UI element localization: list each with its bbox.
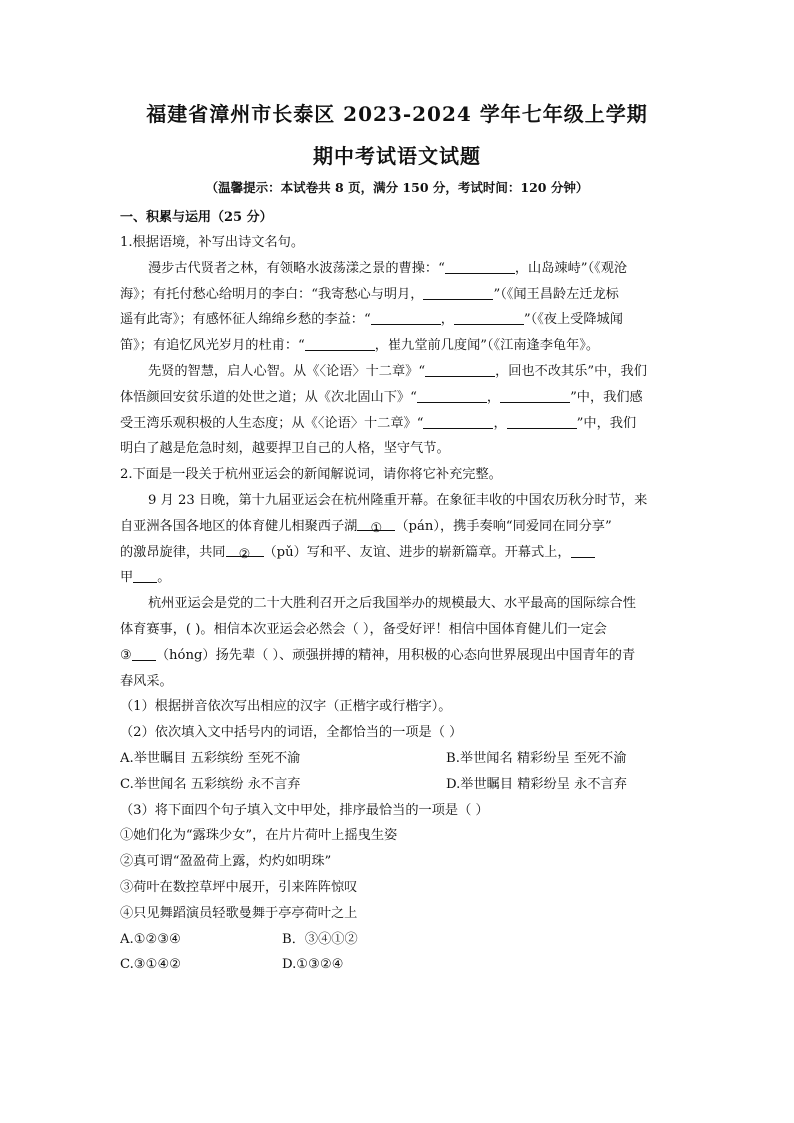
q2-sub2: （2）依次填入文中括号内的词语，全都恰当的一项是（ ） bbox=[120, 725, 463, 741]
answer-blank[interactable] bbox=[132, 646, 156, 661]
exam-title-line1: 福建省漳州市长泰区 2023-2024 学年七年级上学期 bbox=[146, 102, 648, 126]
q1-p2-line: 受王湾乐观积极的人生态度；从《〈论语〉十二章》“ ， ”中，我们 bbox=[120, 415, 637, 431]
q2-sub2-options-row bbox=[120, 746, 676, 772]
answer-blank[interactable] bbox=[305, 336, 375, 351]
answer-blank[interactable] bbox=[571, 543, 595, 558]
answer-blank[interactable] bbox=[445, 259, 515, 274]
answer-blank[interactable]: ② bbox=[226, 542, 264, 557]
option-a[interactable]: A.①②③④ bbox=[120, 931, 182, 947]
q1-p1-line: 漫步古代贤者之林，有领略水波荡漾之景的曹操：“ ，山岛竦峙”（《观沧 bbox=[148, 260, 628, 276]
answer-blank[interactable] bbox=[454, 310, 524, 325]
answer-blank[interactable] bbox=[423, 285, 493, 300]
sentence-item: ②真可谓“盈盈荷上露，灼灼如明珠” bbox=[120, 854, 332, 870]
q2-sub3-options-row bbox=[120, 927, 676, 953]
answer-blank[interactable] bbox=[507, 414, 577, 429]
sentence-item: ④只见舞蹈演员轻歌曼舞于亭亭荷叶之上 bbox=[120, 905, 358, 921]
sentence-item: ③荷叶在数控草坪中展开，引来阵阵惊叹 bbox=[120, 879, 358, 895]
option-d[interactable]: D.举世瞩目 精彩纷呈 永不言弃 bbox=[446, 776, 627, 792]
option-b[interactable]: B．③④①② bbox=[282, 931, 358, 947]
option-c[interactable]: C.③①④② bbox=[120, 957, 182, 973]
answer-blank[interactable] bbox=[500, 388, 570, 403]
q2-para2-line: ③ （hóng）扬先辈（ ）、顽强拼搏的精神，用积极的心态向世界展现出中国青年的青 bbox=[120, 647, 636, 663]
q2-para1-line: 的激昂旋律，共同 ② （pǔ）写和平、友谊、进步的崭新篇章。开幕式上， bbox=[120, 540, 676, 566]
q2-stem: 2.下面是一段关于杭州亚运会的新闻解说词，请你将它补充完整。 bbox=[120, 467, 502, 483]
q2-sub1: （1）根据拼音依次写出相应的汉字（正楷字或行楷字）。 bbox=[120, 699, 452, 715]
q2-para2-line: 杭州亚运会是党的二十大胜利召开之后我国举办的规模最大、水平最高的国际综合性 bbox=[148, 596, 636, 612]
option-d[interactable]: D.①③②④ bbox=[282, 957, 344, 973]
answer-blank[interactable] bbox=[417, 388, 487, 403]
sentence-item: ①她们化为“露珠少女”，在片片荷叶上摇曳生姿 bbox=[120, 828, 398, 844]
answer-blank[interactable] bbox=[425, 362, 495, 377]
answer-blank[interactable]: ① bbox=[357, 516, 395, 531]
q2-sub2-options-row bbox=[120, 772, 676, 798]
q2-para1-line: 自亚洲各国各地区的体育健儿相聚西子湖 ① （pán），携手奏响“同爱同在同分享” bbox=[120, 514, 676, 540]
option-c[interactable]: C.举世闻名 五彩缤纷 永不言弃 bbox=[120, 776, 301, 792]
answer-blank[interactable] bbox=[371, 310, 441, 325]
q2-para1-line: 甲 。 bbox=[120, 570, 171, 586]
q1-p2-line: 先贤的智慧，启人心智。从《〈论语〉十二章》“ ，回也不改其乐”中，我们 bbox=[148, 363, 647, 379]
answer-blank[interactable] bbox=[423, 414, 493, 429]
q1-p1-line: 遥有此寄》；有感怀征人绵绵乡愁的李益：“ ， ”（《夜上受降城闻 bbox=[120, 312, 623, 328]
q1-stem: 1.根据语境，补写出诗文名句。 bbox=[120, 235, 305, 250]
q2-sub3: （3）将下面四个句子填入文中甲处，排序最恰当的一项是（ ） bbox=[120, 802, 489, 818]
section-heading: 一、积累与运用（25 分） bbox=[120, 210, 273, 225]
option-a[interactable]: A.举世瞩目 五彩缤纷 至死不渝 bbox=[120, 750, 301, 766]
q2-para2-line: 春风采。 bbox=[120, 673, 173, 689]
q1-p1-line: 笛》；有追忆风光岁月的杜甫：“ ，崔九堂前几度闻”（《江南逢李龟年》。 bbox=[120, 338, 600, 354]
q2-para1-line: 9 月 23 日晚，第十九届亚运会在杭州隆重开幕。在象征丰收的中国农历秋分时节，来 bbox=[148, 492, 648, 508]
q2-sub3-options-row bbox=[120, 952, 676, 978]
q2-para2-line: 体育赛事，( )。相信本次亚运会必然会（ ），备受好评！相信中国体育健儿们一定会 bbox=[120, 621, 607, 637]
exam-body bbox=[120, 230, 676, 978]
q1-p2-line: 明白了越是危急时刻，越要捍卫自己的人格，坚守气节。 bbox=[120, 441, 450, 457]
q1-p1-line: 海》；有托付愁心给明月的李白：“我寄愁心与明月， ”（《闻王昌龄左迁龙标 bbox=[120, 286, 619, 302]
q1-p2-line: 体悟颜回安贫乐道的处世之道；从《次北固山下》“ ， ”中，我们感 bbox=[120, 389, 643, 405]
exam-tip: （温馨提示：本试卷共 8 页，满分 150 分，考试时间：120 分钟） bbox=[205, 180, 589, 195]
exam-title-line2: 期中考试语文试题 bbox=[313, 144, 481, 168]
option-b[interactable]: B.举世闻名 精彩纷呈 至死不渝 bbox=[446, 750, 627, 766]
answer-blank[interactable] bbox=[133, 568, 157, 583]
